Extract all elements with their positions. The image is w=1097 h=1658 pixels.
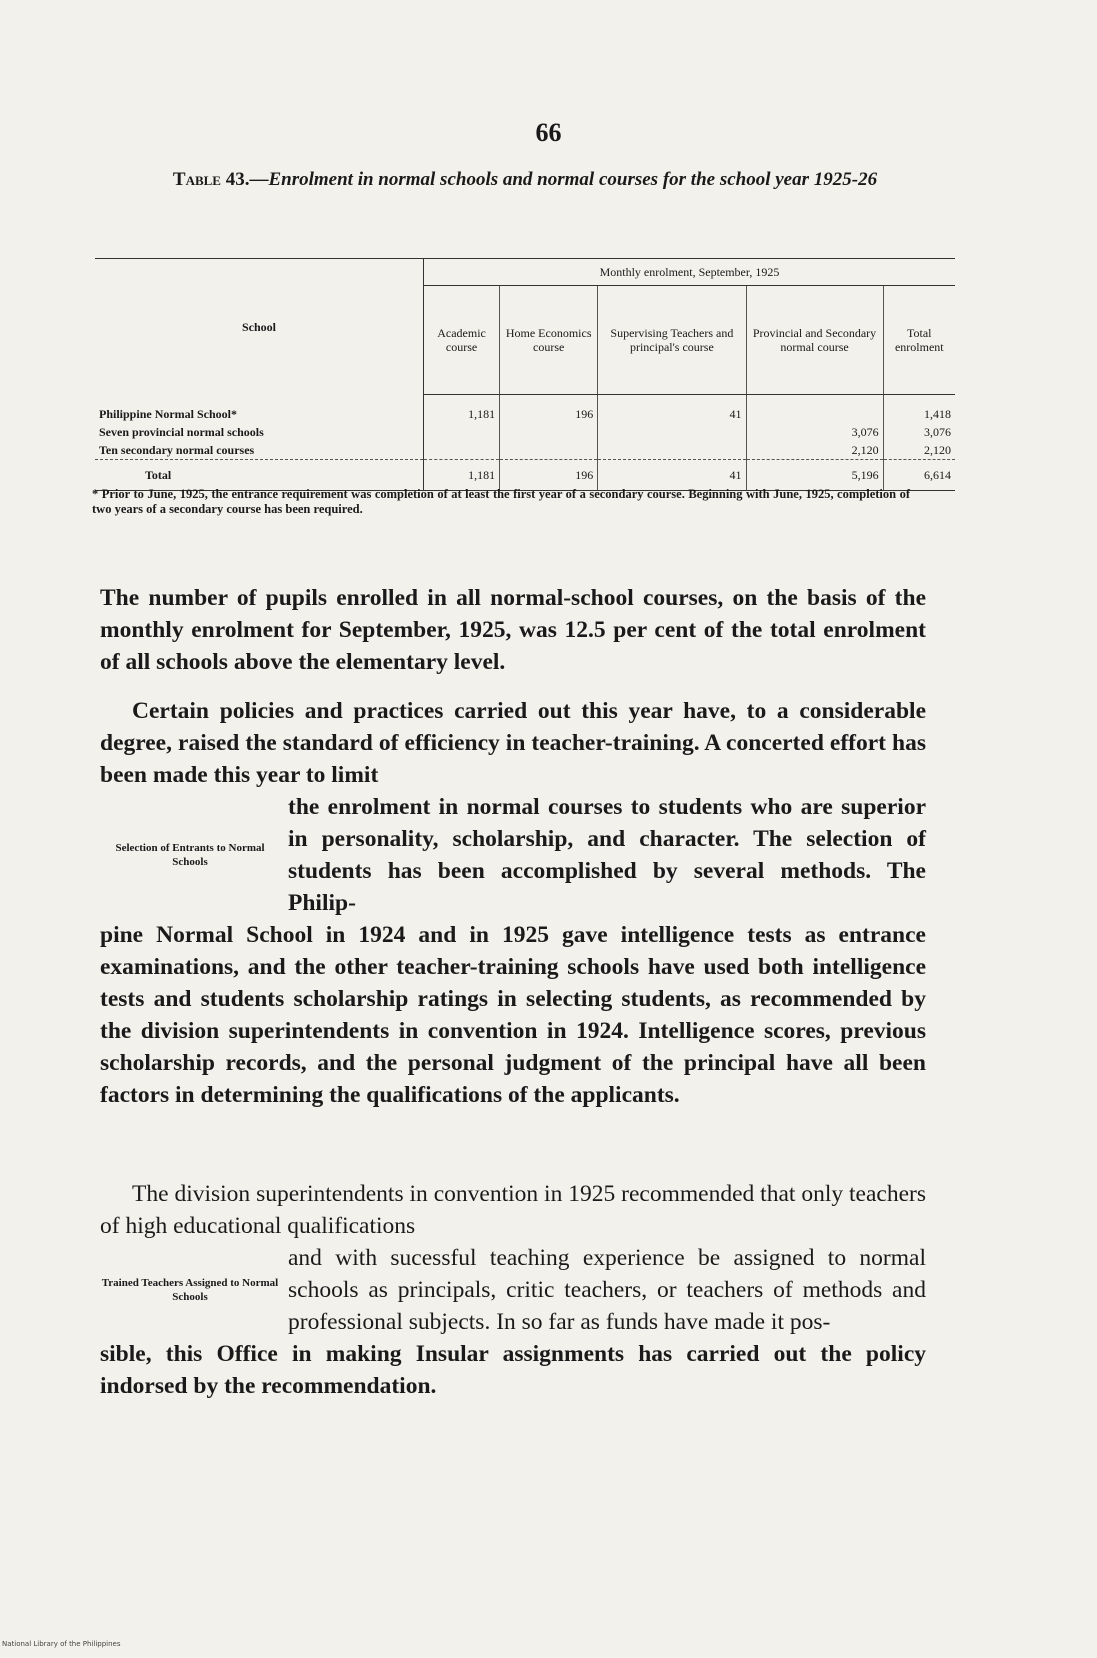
cell: 3,076: [746, 423, 883, 441]
cell: [598, 423, 746, 441]
group-header: Monthly enrolment, September, 1925: [424, 259, 956, 286]
table-title: [115, 168, 935, 192]
cell: [424, 441, 500, 460]
side-block: [100, 791, 926, 919]
table-footnote: * Prior to June, 1925, the entrance requirement was completion of at least the first year of a secondary course. Beginning with June, 1925, completion of two years of a secondary course has been required.: [92, 487, 910, 516]
row-name: Philippine Normal School*: [95, 395, 424, 424]
cell: 41: [598, 395, 746, 424]
column-header-provincial: Provincial and Secondary normal course: [746, 286, 883, 395]
page-number: 66: [535, 118, 562, 147]
column-header-academic: Academic course: [424, 286, 500, 395]
enrolment-table: [95, 258, 955, 491]
bottom-credit: National Library of the Philippines: [2, 1640, 121, 1648]
column-header-total: Total enrolment: [883, 286, 955, 395]
paragraph-text: pine Normal School in 1924 and in 1925 gave intelligence tests as entrance examinations, and the other teacher-training schools have used both intelligence tests and students scholarship ratings in selecting students, as recommended by the division superintendents in convention in 1924. Intelligence scores, previous scholarship records, and the personal judgment of the principal have all been factors in determining the qualifications of the applicants.: [100, 922, 926, 1108]
table-title-lead: Table 43.—: [172, 169, 269, 190]
cell: 196: [500, 395, 598, 424]
column-header-supervising: Supervising Teachers and principal's course: [598, 286, 746, 395]
column-header-home-economics: Home Economics course: [500, 286, 598, 395]
cell: 196: [500, 460, 598, 491]
cell: [598, 441, 746, 460]
table-title-rest: Enrolment in normal schools and normal courses for the school year 1925-26: [268, 169, 878, 190]
cell: 1,181: [424, 460, 500, 491]
paragraph-text: The number of pupils enrolled in all normal-school courses, on the basis of the monthly enrolment for September, 1925, was 12.5 per cent of the total enrolment of all schools above the elementary level.: [100, 585, 926, 675]
school-column-header: School: [95, 259, 424, 395]
body-paragraph-2: [100, 695, 926, 1111]
cell: [500, 423, 598, 441]
cell: 5,196: [746, 460, 883, 491]
paragraph-text: The division superintendents in convention in 1925 recommended that only teachers of high educational qualifications: [100, 1181, 926, 1239]
side-block: [100, 1242, 926, 1338]
row-name: Total: [95, 460, 424, 491]
body-paragraph-1: [100, 582, 926, 678]
paragraph-text: the enrolment in normal courses to students who are superior in personality, scholarship, and character. The selection of students has been accomplished by several methods. The Philip-: [288, 794, 926, 916]
cell: 2,120: [924, 443, 951, 457]
table-row: [95, 395, 955, 424]
row-name: Seven provincial normal schools: [95, 423, 424, 441]
body-paragraph-3: [100, 1178, 926, 1402]
cell: 1,181: [424, 395, 500, 424]
cell: [746, 395, 883, 424]
total-row: [95, 460, 955, 491]
cell: 3,076: [924, 425, 951, 439]
row-name: Ten secondary normal courses: [95, 441, 424, 460]
paragraph-text: Certain policies and practices carried out this year have, to a considerable degree, raised the standard of efficiency in teacher-training. A concerted effort has been made this year to limit: [100, 698, 926, 788]
table-row: [95, 423, 955, 441]
cell: [424, 423, 500, 441]
paragraph-text: and with sucessful teaching experience be assigned to normal schools as principals, critic teachers, or teachers of methods and professional subjects. In so far as funds have made it pos-: [288, 1245, 926, 1335]
table-row: [95, 441, 955, 460]
cell: 1,418: [924, 407, 951, 421]
cell: [500, 441, 598, 460]
cell: 6,614: [883, 460, 955, 491]
cell: 41: [598, 460, 746, 491]
paragraph-text: sible, this Office in making Insular assignments has carried out the policy indorsed by the recommendation.: [100, 1341, 926, 1399]
cell: 2,120: [746, 441, 883, 460]
marginal-note: Selection of Entrants to Normal Schools: [115, 842, 265, 868]
marginal-note: Trained Teachers Assigned to Normal Schools: [101, 1277, 279, 1303]
